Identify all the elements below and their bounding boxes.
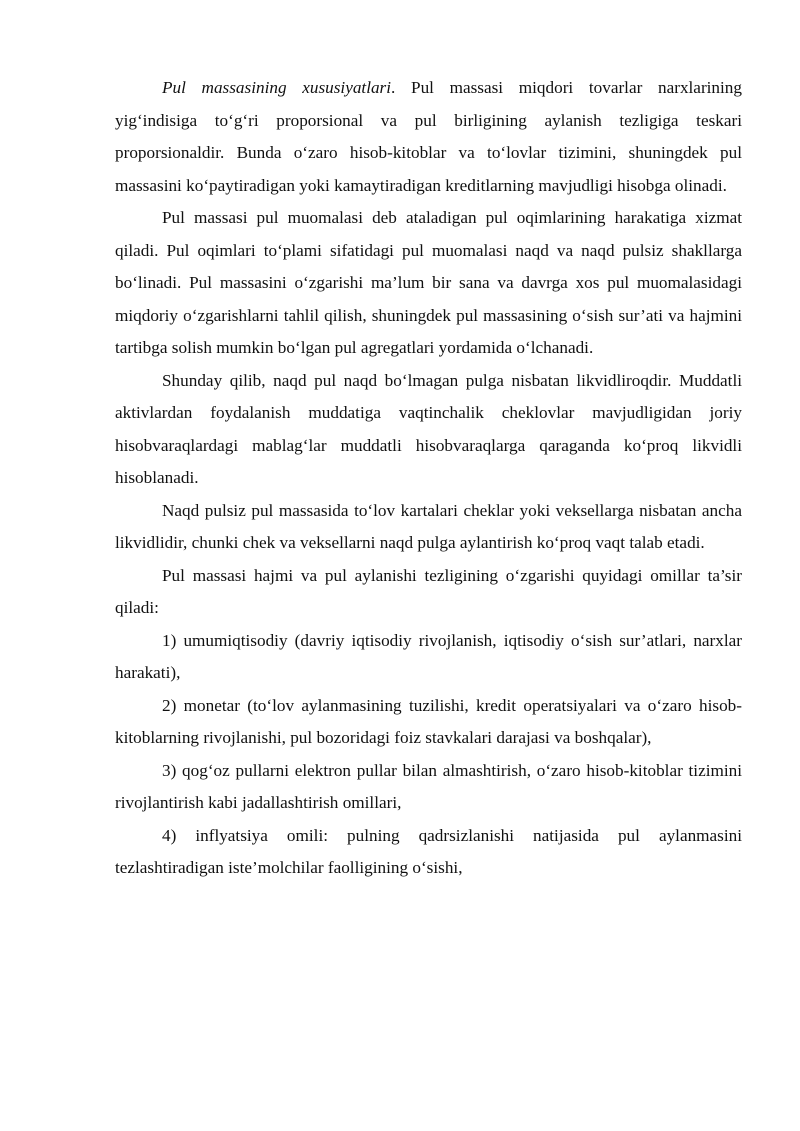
document-page [115, 72, 742, 885]
list-item-4: 4) inflyatsiya omili: pulning qadrsizlanishi natijasida pul aylanmasini tezlashtiradigan iste’molchilar faolligining o‘sishi, [115, 825, 742, 877]
paragraph-omillar-intro: Pul massasi hajmi va pul aylanishi tezligining o‘zgarishi quyidagi omillar ta’sir qiladi: [115, 565, 742, 617]
list-item-2: 2) monetar (to‘lov aylanmasining tuzilishi, kredit operatsiyalari va o‘zaro hisob-kitoblarning rivojlanishi, pul bozoridagi foiz stavkalari darajasi va boshqalar), [115, 695, 742, 747]
paragraph-text: . Pul massasi miqdori tovarlar narxlarining yig‘indisiga to‘g‘ri proporsional va pul birligining aylanish tezligiga teskari proporsionaldir. Bunda o‘zaro hisob-kitoblar va to‘lovlar tizimini, shuningdek pul massasini ko‘paytiradigan yoki kamaytiradigan kreditlarning mavjudligi hisobga olinadi. [115, 78, 742, 195]
paragraph-pul-massasining-xususiyatlari [115, 72, 742, 202]
paragraph-naqd-pulsiz: Naqd pulsiz pul massasida to‘lov kartalari cheklar yoki veksellarga nisbatan ancha likvidlidir, chunki chek va veksellarni naqd pulga aylantirish ko‘proq vaqt talab etadi. [115, 500, 742, 552]
paragraph-likvidlik: Shunday qilib, naqd pul naqd bo‘lmagan pulga nisbatan likvidliroqdir. Muddatli aktivlardan foydalanish muddatiga vaqtinchalik cheklovlar mavjudligidan joriy hisobvaraqlardagi mablag‘lar muddatli hisobvaraqlarga qaraganda ko‘proq likvidli hisoblanadi. [115, 370, 742, 487]
list-item-3: 3) qog‘oz pullarni elektron pullar bilan almashtirish, o‘zaro hisob-kitoblar tizimini rivojlantirish kabi jadallashtirish omillari, [115, 760, 742, 812]
italic-term: Pul massasining xususiyatlari [162, 78, 392, 97]
paragraph-pul-muomalasi: Pul massasi pul muomalasi deb ataladigan pul oqimlarining harakatiga xizmat qiladi. Pul oqimlari to‘plami sifatidagi pul muomalasi naqd va naqd pulsiz shakllarga bo‘linadi. Pul massasini o‘zgarishi ma’lum bir sana va davrga xos pul muomalasidagi miqdoriy o‘zgarishlarni tahlil qilish, shuningdek pul massasining o‘sish sur’ati va hajmini tartibga solish mumkin bo‘lgan pul agregatlari yordamida o‘lchanadi. [115, 208, 742, 357]
list-item-1: 1) umumiqtisodiy (davriy iqtisodiy rivojlanish, iqtisodiy o‘sish sur’atlari, narxlar harakati), [115, 630, 742, 682]
